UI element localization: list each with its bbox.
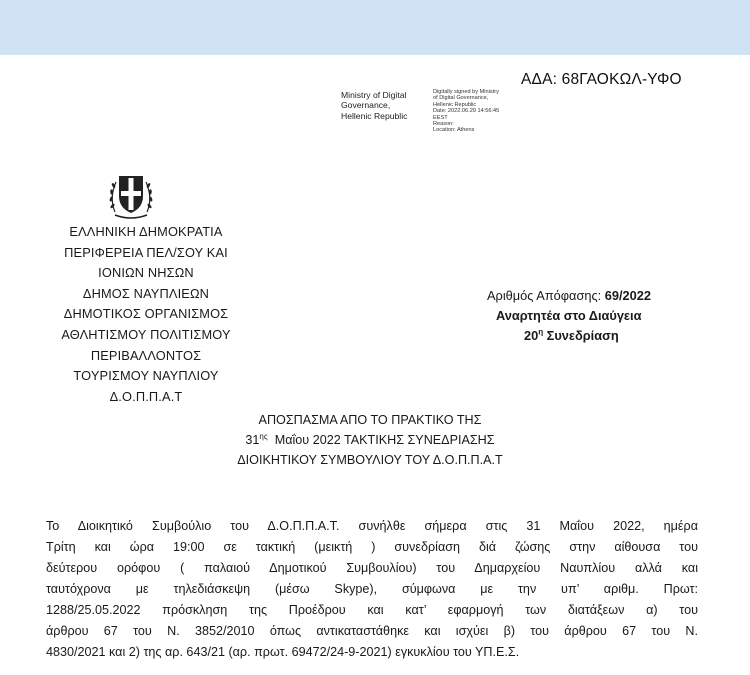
excerpt-line: ΔΙΟΙΚΗΤΙΚΟΥ ΣΥΜΒΟΥΛΙΟΥ ΤΟΥ Δ.Ο.Π.Π.Α.Τ xyxy=(237,453,503,467)
excerpt-date-rest: Μαΐου 2022 ΤΑΚΤΙΚΗΣ ΣΥΝΕΔΡΙΑΣΗΣ xyxy=(267,433,495,447)
decision-number-value: 69/2022 xyxy=(604,288,652,303)
issuer-line: ΤΟΥΡΙΣΜΟΥ ΝΑΥΠΛΙΟΥ xyxy=(73,368,219,384)
signer-line: Ministry of Digital xyxy=(341,90,407,100)
signature-detail-line: Date: 2022.06.29 14:56:45 xyxy=(433,108,500,115)
decision-number-row xyxy=(436,286,694,306)
issuer-line: ΕΛΛΗΝΙΚΗ ΔΗΜΟΚΡΑΤΙΑ xyxy=(69,224,223,239)
signature-signer xyxy=(341,90,407,121)
issuer-line: Δ.Ο.Π.Π.Α.Τ xyxy=(109,388,183,404)
excerpt-line xyxy=(120,430,620,450)
signature-detail-line: Location: Athens xyxy=(433,127,475,134)
decision-block xyxy=(436,286,694,346)
excerpt-line: ΑΠΟΣΠΑΣΜΑ ΑΠΟ ΤΟ ΠΡΑΚΤΙΚΟ ΤΗΣ xyxy=(258,413,482,427)
body-line: δεύτερου ορόφου ( παλαιού Δημοτικού Συμβουλίου) του Δημαρχείου Ναυπλίου αλλά και xyxy=(46,561,698,575)
excerpt-day-ordinal: ης xyxy=(259,431,268,441)
issuer-block xyxy=(26,222,266,407)
decision-posted: Αναρτητέα στο Διαύγεια xyxy=(496,308,642,323)
signature-details xyxy=(433,89,499,134)
decision-number-label: Αριθμός Απόφασης: xyxy=(487,288,605,303)
excerpt-title xyxy=(120,410,620,470)
signature-detail-line: Reason: xyxy=(433,121,454,128)
issuer-line: ΔΗΜΟΣ ΝΑΥΠΛΙΕΩΝ xyxy=(82,285,210,301)
signature-detail-line: Hellenic Republic xyxy=(433,101,477,108)
body-paragraph xyxy=(46,516,698,663)
signer-line: Governance, xyxy=(341,100,391,111)
signer-line: Hellenic Republic xyxy=(341,110,408,121)
issuer-line: ΠΕΡΙΦΕΡΕΙΑ ΠΕΛ/ΣΟΥ ΚΑΙ xyxy=(64,244,228,260)
signature-detail-line: Digitally signed by Ministry xyxy=(433,89,499,95)
session-number: 20 xyxy=(524,328,539,343)
top-banner xyxy=(0,0,750,55)
ada-code: ΑΔΑ: 68ΓΑΟΚΩΛ-ΥΦΟ xyxy=(521,71,682,88)
hellenic-republic-emblem-icon xyxy=(106,168,156,222)
session-word: Συνεδρίαση xyxy=(543,328,619,343)
decision-session xyxy=(436,326,694,346)
session-ordinal: η xyxy=(538,327,544,337)
issuer-line: ΑΘΛΗΤΙΣΜΟΥ ΠΟΛΙΤΙΣΜΟΥ xyxy=(61,326,231,342)
body-line: 4830/2021 και 2) της αρ. 643/21 (αρ. πρωτ. 69472/24-9-2021) εγκυκλίου του ΥΠ.Ε.Σ. xyxy=(46,645,520,659)
body-line: ταυτόχρονα με τηλεδιάσκεψη (μέσω Skype), σύμφωνα με την υπ’ αριθμ. Πρωτ: xyxy=(46,582,698,596)
signature-detail-line: EEST xyxy=(433,114,448,121)
issuer-line: ΔΗΜΟΤΙΚΟΣ ΟΡΓΑΝΙΣΜΟΣ xyxy=(63,306,229,322)
issuer-line: ΠΕΡΙΒΑΛΛΟΝΤΟΣ xyxy=(90,347,202,363)
signature-detail-line: of Digital Governance, xyxy=(433,95,489,102)
excerpt-day: 31 xyxy=(245,433,260,447)
issuer-line: ΙΟΝΙΩΝ ΝΗΣΩΝ xyxy=(98,265,194,281)
body-line: άρθρου 67 του Ν. 3852/2010 όπως αντικαταστάθηκε και ισχύει β) του άρθρου 67 του Ν. xyxy=(46,624,698,638)
body-line: Το Διοικητικό Συμβούλιο του Δ.Ο.Π.Π.Α.Τ. συνήλθε σήμερα στις 31 Μαΐου 2022, ημέρα xyxy=(46,519,698,533)
body-line: 1288/25.05.2022 πρόσκληση της Προέδρου και κατ’ εφαρμογή των διατάξεων α) του xyxy=(46,603,698,617)
body-line: Τρίτη και ώρα 19:00 σε τακτική (μεικτή ) συνεδρίαση διά ζώσης στην αίθουσα του xyxy=(46,540,698,554)
